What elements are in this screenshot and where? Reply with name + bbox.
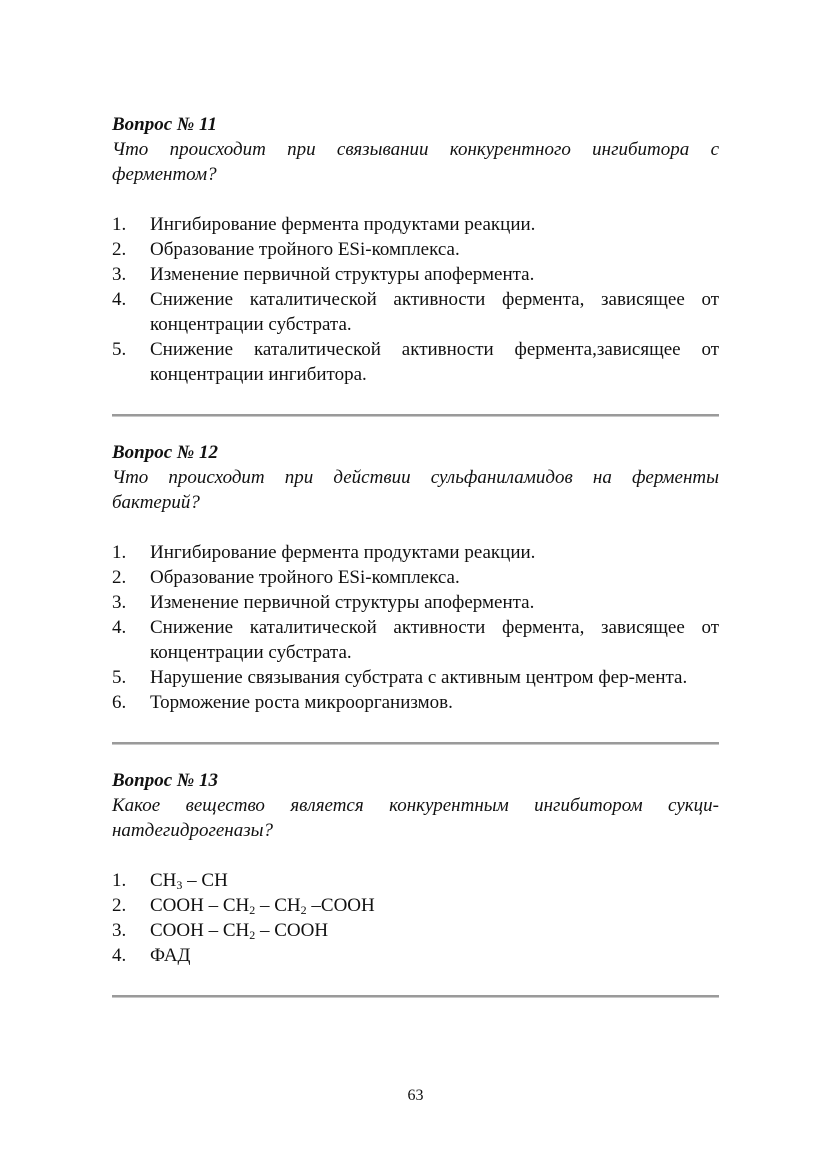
answer-text: ФАД xyxy=(150,945,191,966)
answer-text: Образование тройного ESi-комплекса. xyxy=(150,567,460,588)
answer-text: Изменение первичной структуры апофермента. xyxy=(150,264,535,285)
formula-part: –COOH xyxy=(306,895,375,916)
answer-item xyxy=(112,287,719,337)
formula-text xyxy=(150,870,228,891)
question-text: Какое вещество является конкурентным ингибитором сукци-натдегидрогеназы? xyxy=(112,795,719,841)
question-13 xyxy=(112,768,719,968)
answer-item xyxy=(112,262,719,287)
section-divider xyxy=(112,414,719,417)
answer-number: 3. xyxy=(112,264,127,285)
answer-number: 2. xyxy=(112,567,127,588)
formula-part: – CH xyxy=(255,895,301,916)
answer-text: Ингибирование фермента продуктами реакции. xyxy=(150,542,536,563)
answer-item xyxy=(112,665,719,690)
answer-number: 1. xyxy=(112,542,127,563)
answer-item xyxy=(112,615,719,665)
answer-number: 4. xyxy=(112,289,127,310)
page-number: 63 xyxy=(407,1087,424,1104)
answer-number: 5. xyxy=(112,667,127,688)
question-title: Вопрос № 13 xyxy=(112,770,219,791)
formula-subscript: 2 xyxy=(300,903,307,917)
answer-item xyxy=(112,690,719,715)
answer-number: 3. xyxy=(112,592,127,613)
answer-item xyxy=(112,237,719,262)
formula-part: – COOH xyxy=(255,920,329,941)
answer-number: 1. xyxy=(112,870,127,891)
formula-text xyxy=(150,895,375,916)
answer-item xyxy=(112,565,719,590)
section-divider xyxy=(112,995,719,998)
question-11 xyxy=(112,112,719,387)
answer-number: 3. xyxy=(112,920,127,941)
answer-list xyxy=(112,540,719,715)
answer-item xyxy=(112,868,719,893)
formula-text xyxy=(150,920,328,941)
question-title: Вопрос № 12 xyxy=(112,442,219,463)
page-content xyxy=(112,112,719,998)
answer-item xyxy=(112,540,719,565)
formula-part: CH xyxy=(150,870,177,891)
formula-part: COOH – CH xyxy=(150,920,250,941)
answer-number: 5. xyxy=(112,339,127,360)
answer-text: Образование тройного ESi-комплекса. xyxy=(150,239,460,260)
answer-list xyxy=(112,868,719,968)
formula-part: – CH xyxy=(182,870,228,891)
section-divider xyxy=(112,742,719,745)
question-text: Что происходит при связывании конкурентного ингибитора с ферментом? xyxy=(112,139,719,185)
answer-text: Ингибирование фермента продуктами реакции. xyxy=(150,214,536,235)
formula-subscript: 2 xyxy=(249,903,256,917)
answer-number: 2. xyxy=(112,239,127,260)
question-title: Вопрос № 11 xyxy=(112,114,218,135)
answer-number: 4. xyxy=(112,617,127,638)
formula-subscript: 2 xyxy=(249,928,256,942)
answer-item xyxy=(112,893,719,918)
answer-item xyxy=(112,590,719,615)
answer-item xyxy=(112,943,719,968)
answer-number: 4. xyxy=(112,945,127,966)
question-text: Что происходит при действии сульфаниламидов на ферменты бактерий? xyxy=(112,467,719,513)
answer-item xyxy=(112,337,719,387)
answer-number: 2. xyxy=(112,895,127,916)
answer-item xyxy=(112,918,719,943)
answer-text: Снижение каталитической активности фермента, зависящее от концентрации субстрата. xyxy=(150,289,719,335)
question-12 xyxy=(112,440,719,715)
answer-text: Торможение роста микроорганизмов. xyxy=(150,692,453,713)
answer-text: Снижение каталитической активности фермента,зависящее от концентрации ингибитора. xyxy=(150,339,719,385)
formula-part: COOH – CH xyxy=(150,895,250,916)
formula-subscript: 3 xyxy=(176,878,183,892)
answer-list xyxy=(112,212,719,387)
answer-text: Изменение первичной структуры апофермента. xyxy=(150,592,535,613)
answer-text: Снижение каталитической активности фермента, зависящее от концентрации субстрата. xyxy=(150,617,719,663)
answer-item xyxy=(112,212,719,237)
answer-number: 1. xyxy=(112,214,127,235)
answer-text: Нарушение связывания субстрата с активным центром фер-мента. xyxy=(150,667,688,688)
answer-number: 6. xyxy=(112,692,127,713)
